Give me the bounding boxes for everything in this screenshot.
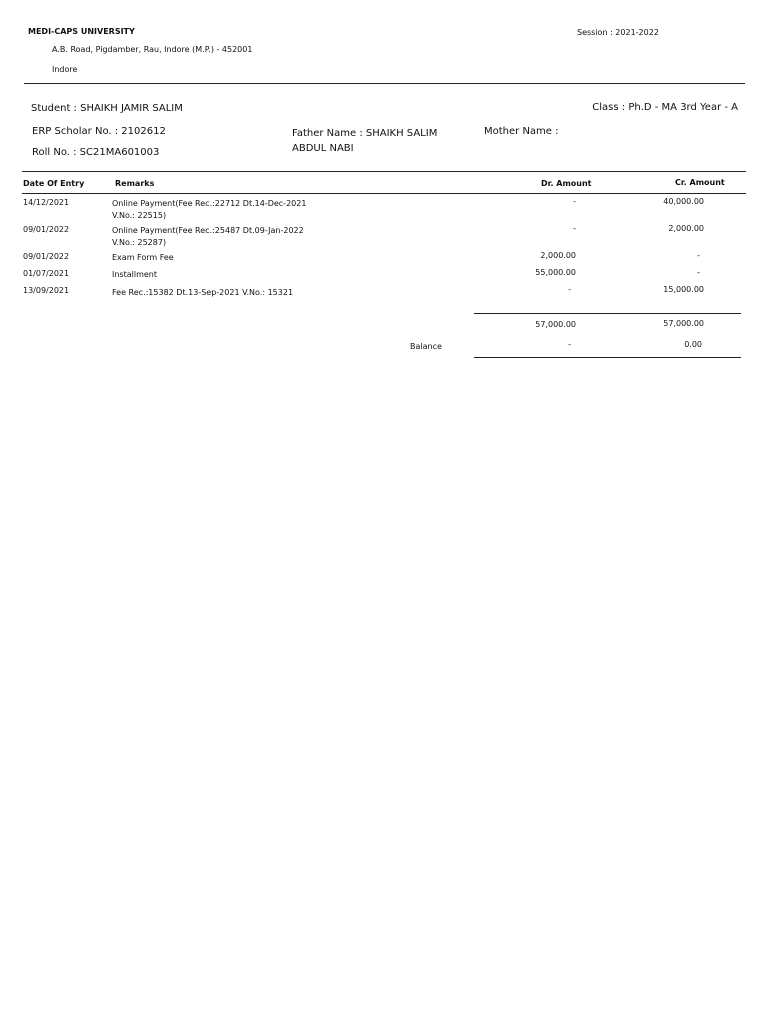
roll-no: Roll No. : SC21MA601003 [32,147,160,158]
university-city: Indore [52,65,78,74]
entry-date: 09/01/2022 [23,225,70,234]
entry-remarks: Installment [112,270,158,279]
entry-cr-amount: 2,000.00 [668,224,704,233]
entry-cr-amount: - [697,251,700,260]
father-name: Father Name : SHAIKH SALIM ABDUL NABI [292,128,438,154]
entry-date: 09/01/2022 [23,252,70,261]
entry-date: 01/07/2021 [23,269,70,278]
session-label: Session : 2021-2022 [577,28,659,37]
column-header-date: Date Of Entry [23,179,85,188]
balance-label: Balance [410,342,442,351]
university-name: MEDI-CAPS UNIVERSITY [28,27,135,36]
university-address: A.B. Road, Pigdamber, Rau, Indore (M.P.) - 452001 [52,45,253,54]
mother-name: Mother Name : [484,126,559,137]
balance-cr-amount: 0.00 [684,340,702,349]
entry-remarks: Online Payment(Fee Rec.:25487 Dt.09-Jan-2022 V.No.: 25287) [112,226,304,247]
entry-cr-amount: - [697,268,700,277]
totals-divider [474,313,741,314]
entry-cr-amount: 15,000.00 [663,285,704,294]
entry-dr-amount: - [573,197,576,206]
column-header-dr: Dr. Amount [541,179,592,188]
entry-dr-amount: 55,000.00 [535,268,576,277]
table-top-divider [22,171,746,172]
entry-date: 14/12/2021 [23,198,70,207]
entry-remarks: Online Payment(Fee Rec.:22712 Dt.14-Dec-2021 V.No.: 22515) [112,199,307,220]
total-cr-amount: 57,000.00 [663,319,704,328]
table-header-divider [22,193,746,194]
entry-remarks: Fee Rec.:15382 Dt.13-Sep-2021 V.No.: 15321 [112,288,294,297]
balance-divider [474,357,741,358]
student-name: Student : SHAIKH JAMIR SALIM [31,103,183,114]
entry-dr-amount: - [573,224,576,233]
entry-date: 13/09/2021 [23,286,70,295]
column-header-cr: Cr. Amount [675,178,725,187]
entry-remarks: Exam Form Fee [112,253,174,262]
erp-scholar-no: ERP Scholar No. : 2102612 [32,126,166,137]
entry-dr-amount: 2,000.00 [540,251,576,260]
entry-cr-amount: 40,000.00 [663,197,704,206]
total-dr-amount: 57,000.00 [535,320,576,329]
column-header-remarks: Remarks [115,179,155,188]
entry-dr-amount: - [568,285,571,294]
student-class: Class : Ph.D - MA 3rd Year - A [592,102,738,113]
header-divider [24,83,745,84]
balance-dr-amount: - [568,340,571,349]
